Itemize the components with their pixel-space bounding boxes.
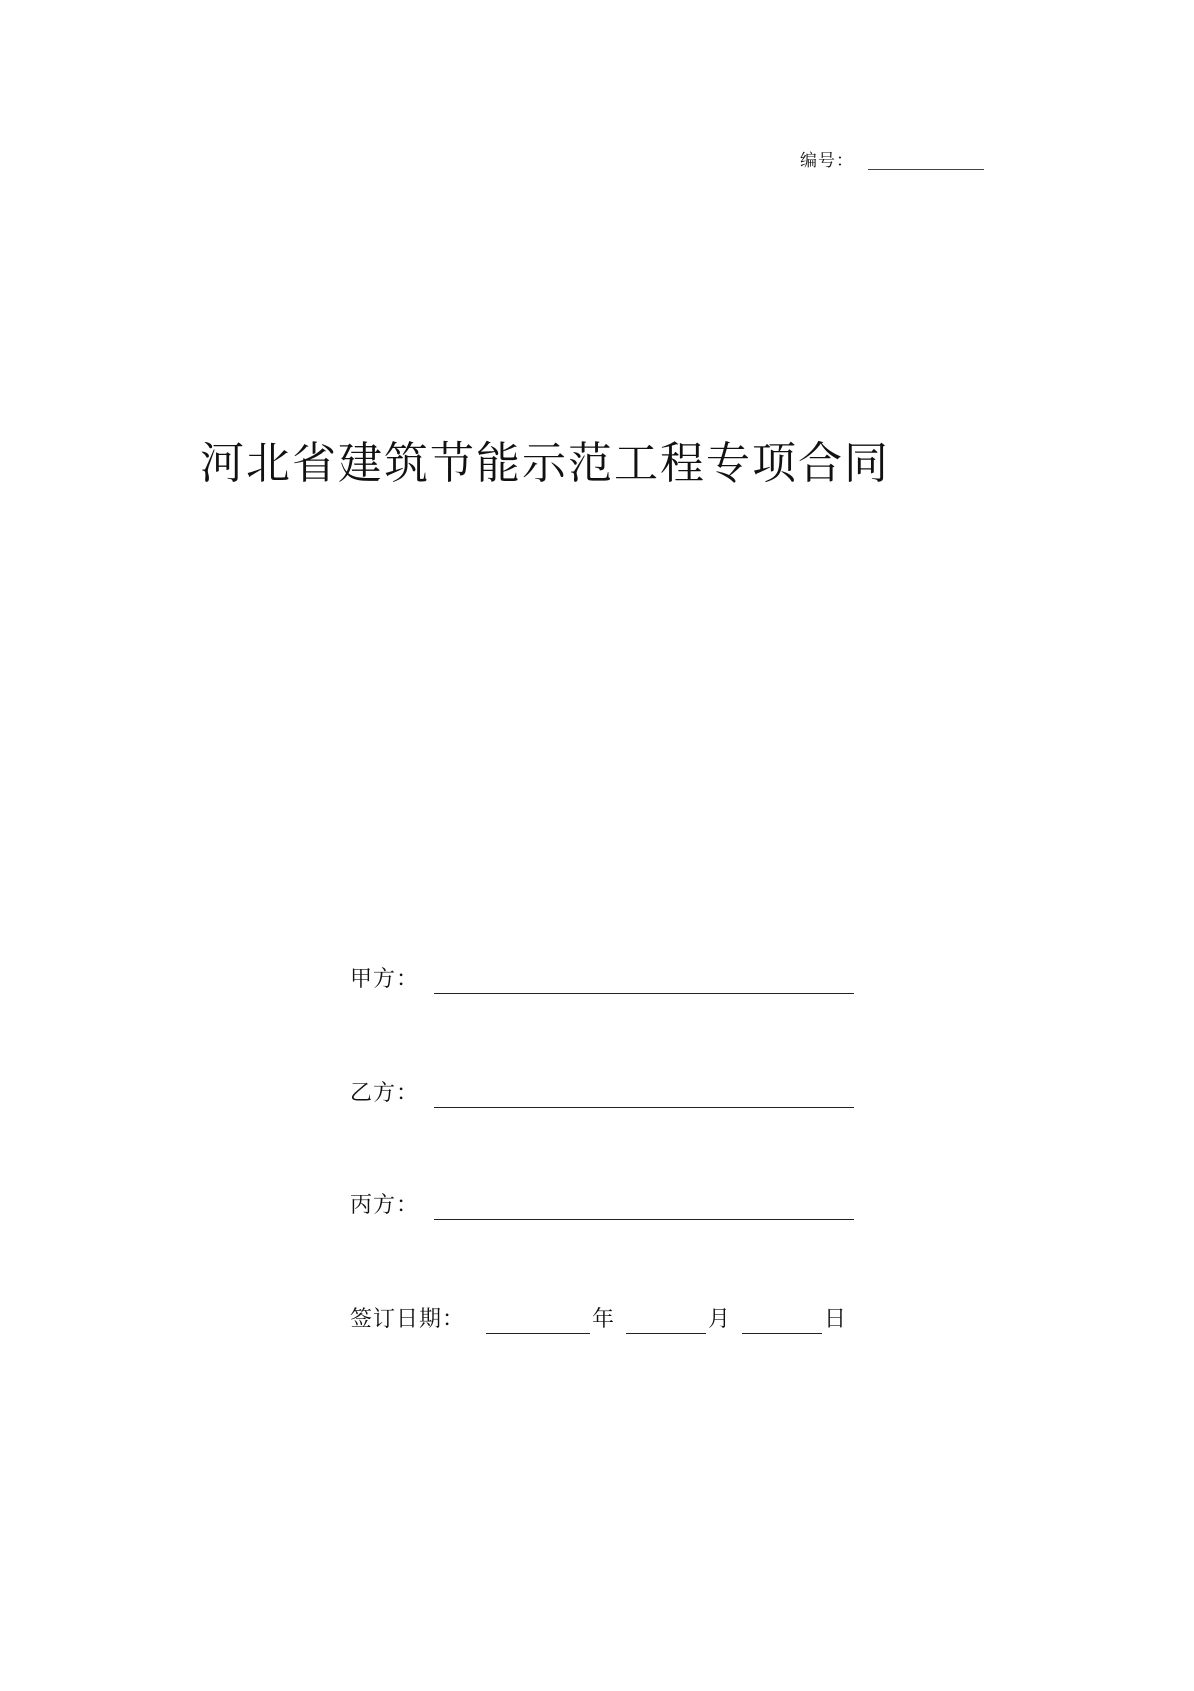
- party-b-label: 乙方：: [350, 1081, 420, 1106]
- party-c-label: 丙方：: [350, 1193, 420, 1218]
- party-b-row: [350, 1070, 854, 1110]
- party-c-blank: [434, 1193, 854, 1220]
- party-c-row: [350, 1182, 854, 1222]
- signing-year-blank: [486, 1307, 590, 1334]
- month-unit: 月: [708, 1307, 731, 1332]
- document-number-blank: [868, 153, 984, 170]
- party-b-blank: [434, 1081, 854, 1108]
- party-a-label: 甲方：: [350, 967, 420, 992]
- signing-date-row: [350, 1296, 848, 1336]
- day-unit: 日: [824, 1307, 847, 1332]
- party-a-row: [350, 956, 854, 996]
- party-a-blank: [434, 967, 854, 994]
- signing-month-blank: [626, 1307, 706, 1334]
- document-number-field: [800, 148, 984, 172]
- document-number-label: 编号：: [800, 151, 854, 171]
- year-unit: 年: [592, 1307, 615, 1332]
- signing-date-label: 签订日期：: [350, 1307, 466, 1332]
- contract-title: 河北省建筑节能示范工程专项合同: [200, 438, 890, 489]
- signing-day-blank: [742, 1307, 822, 1334]
